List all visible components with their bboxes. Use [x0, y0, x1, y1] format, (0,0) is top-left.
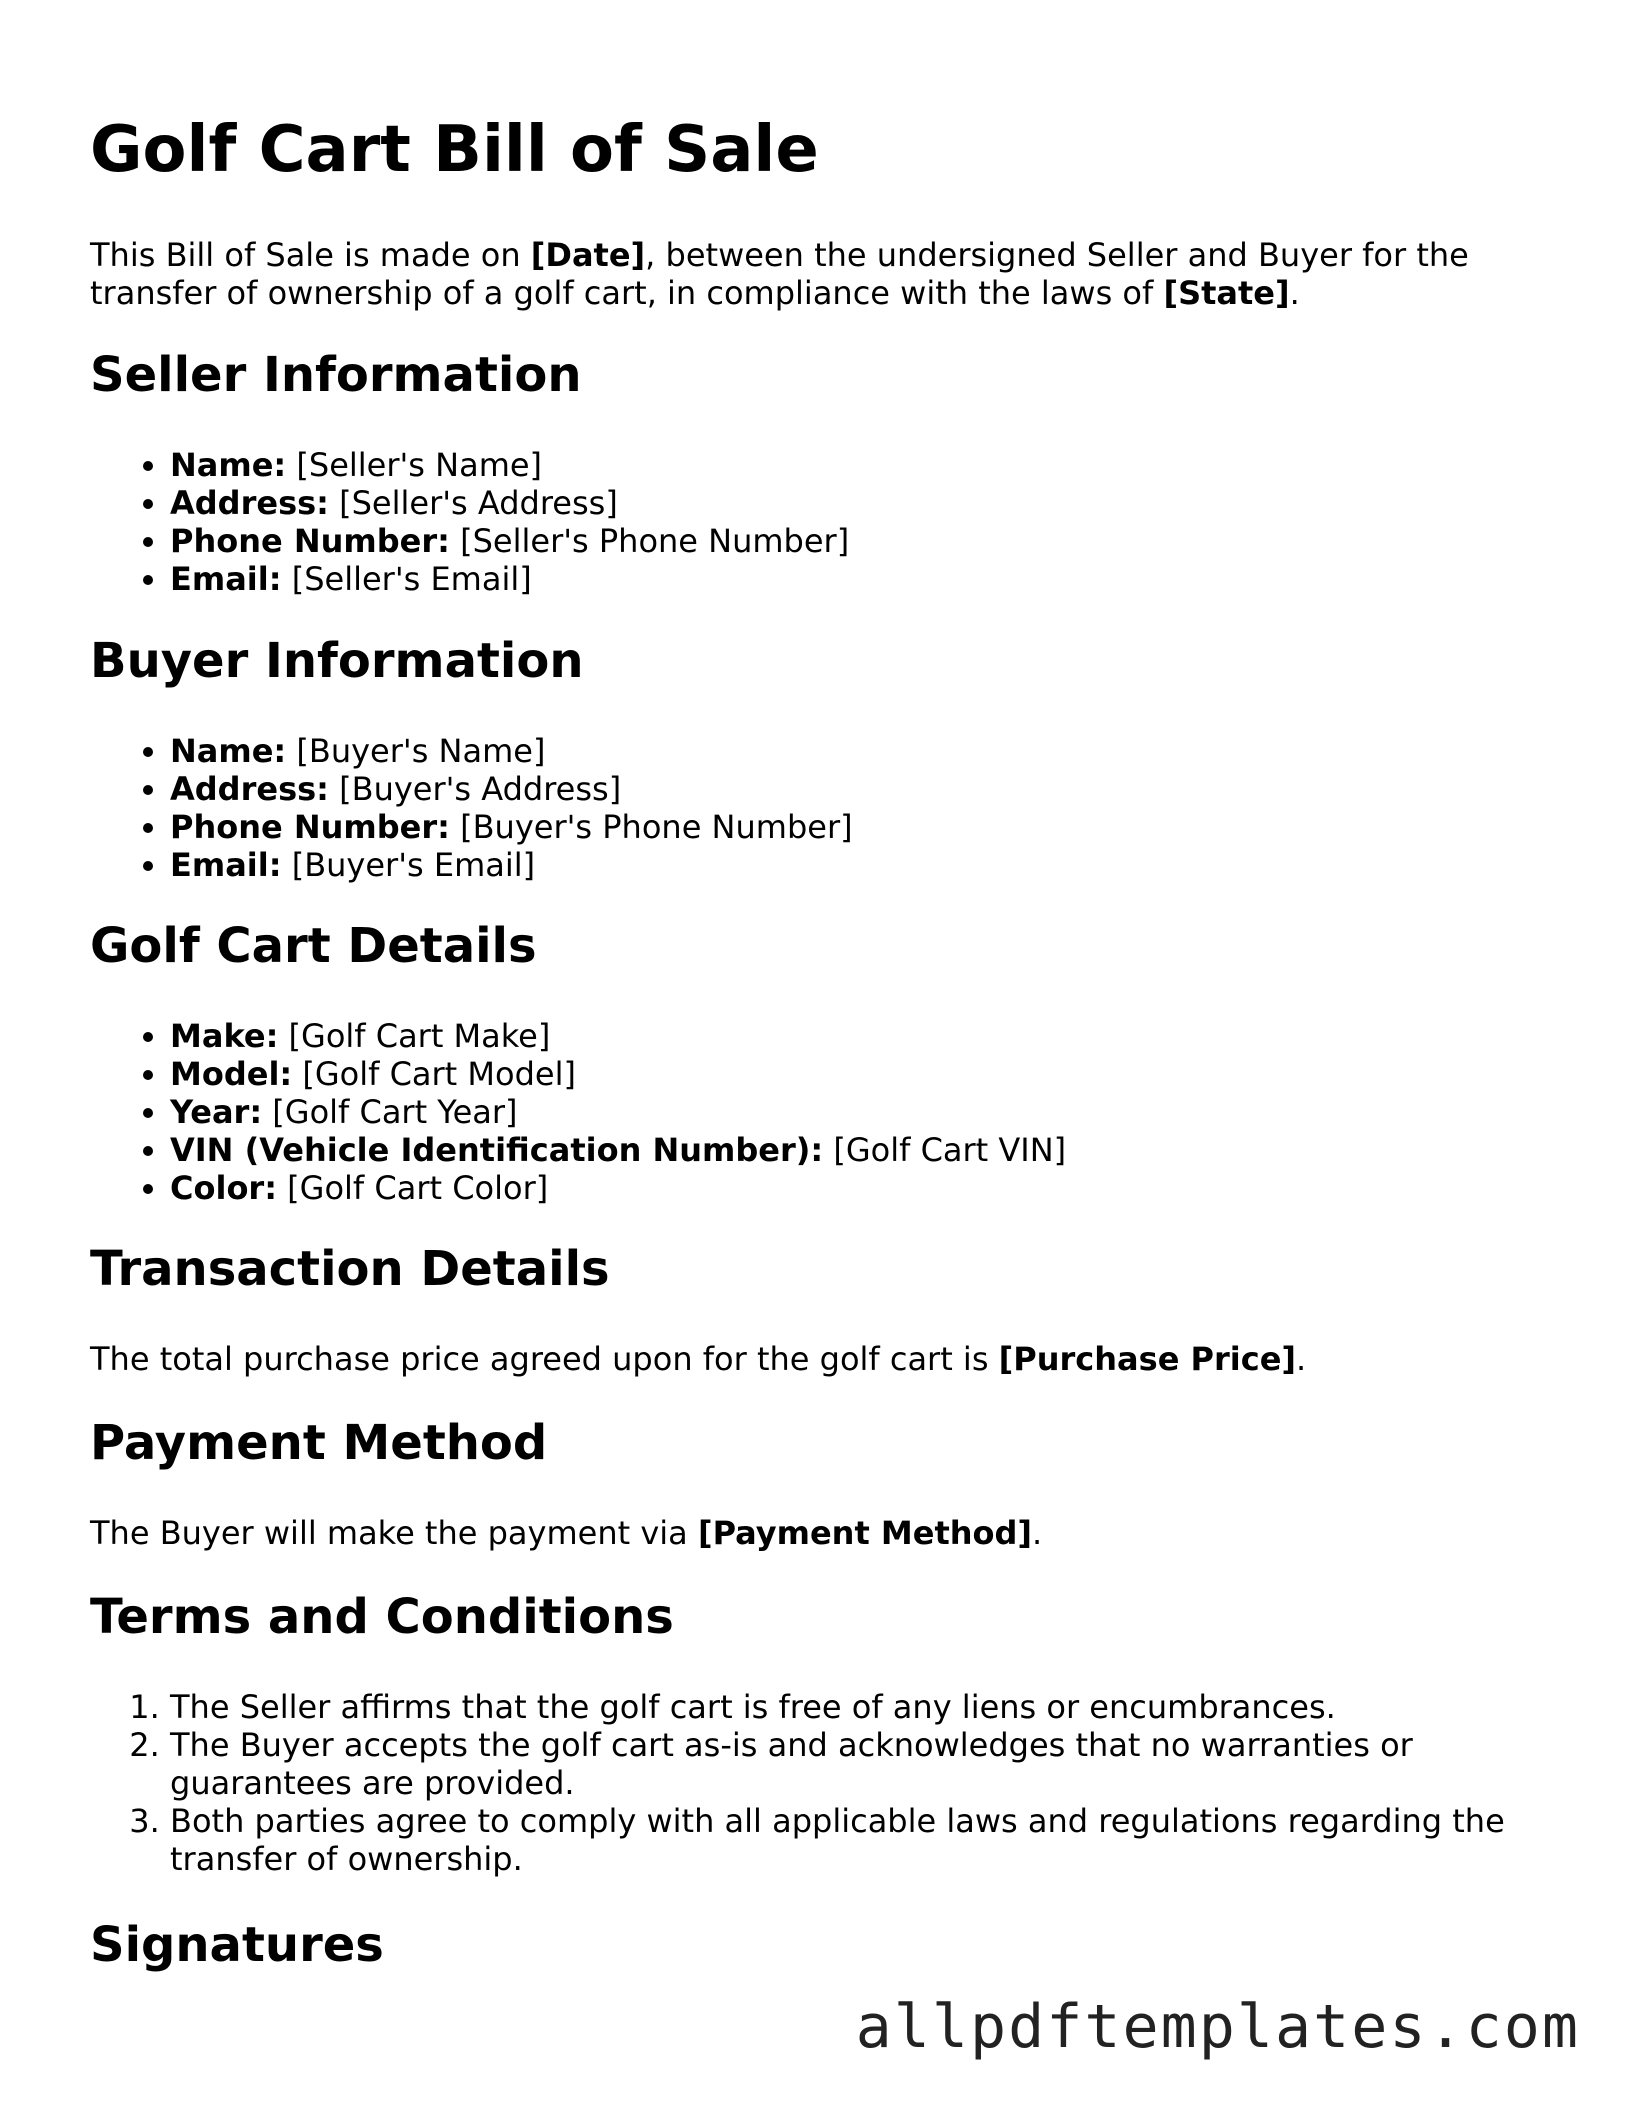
list-item: 1. The Seller affirms that the golf cart is free of any liens or encumbrances.: [170, 1688, 1590, 1726]
cart-list: [90, 1017, 1066, 1207]
list-item: • Address: [Buyer's Address]: [170, 770, 853, 808]
intro-paragraph: [90, 236, 1490, 312]
purchase-price-placeholder: [Purchase Price]: [998, 1340, 1297, 1378]
date-placeholder: [Date]: [530, 236, 646, 274]
payment-method-placeholder: [Payment Method]: [697, 1514, 1033, 1552]
transaction-paragraph: The total purchase price agreed upon for the golf cart is [Purchase Price].: [90, 1340, 1307, 1378]
buyer-list: [90, 732, 853, 884]
list-item: • Email: [Buyer's Email]: [170, 846, 853, 884]
list-item: • Model: [Golf Cart Model]: [170, 1055, 1066, 1093]
buyer-heading: Buyer Information: [90, 633, 584, 689]
state-placeholder: [State]: [1163, 274, 1290, 312]
terms-heading: Terms and Conditions: [90, 1589, 674, 1645]
list-item: • Name: [Seller's Name]: [170, 446, 849, 484]
cart-heading: Golf Cart Details: [90, 918, 537, 974]
intro-text-3: .: [1289, 274, 1300, 312]
page-title: Golf Cart Bill of Sale: [90, 113, 819, 187]
payment-paragraph: The Buyer will make the payment via [Payment Method].: [90, 1514, 1043, 1552]
list-item: • Year: [Golf Cart Year]: [170, 1093, 1066, 1131]
intro-text-2: , between the undersigned Seller and Buyer for the transfer of ownership of a golf cart, in compliance with the laws of: [90, 236, 1469, 312]
list-item: • Phone Number: [Buyer's Phone Number]: [170, 808, 853, 846]
watermark: allpdftemplates.com: [855, 1992, 1580, 2062]
list-item: • Email: [Seller's Email]: [170, 560, 849, 598]
list-item: • Address: [Seller's Address]: [170, 484, 849, 522]
list-item: • VIN (Vehicle Identification Number): [Golf Cart VIN]: [170, 1131, 1066, 1169]
signatures-heading: Signatures: [90, 1917, 384, 1973]
list-item: 3. Both parties agree to comply with all applicable laws and regulations regarding the transfer of ownership.: [170, 1802, 1590, 1878]
transaction-heading: Transaction Details: [90, 1241, 610, 1297]
list-item: • Color: [Golf Cart Color]: [170, 1169, 1066, 1207]
list-item: • Name: [Buyer's Name]: [170, 732, 853, 770]
terms-list: [90, 1688, 1590, 1878]
list-item: • Make: [Golf Cart Make]: [170, 1017, 1066, 1055]
payment-heading: Payment Method: [90, 1415, 548, 1471]
intro-text-1: This Bill of Sale is made on: [90, 236, 531, 274]
seller-heading: Seller Information: [90, 347, 582, 403]
seller-list: [90, 446, 849, 598]
list-item: • Phone Number: [Seller's Phone Number]: [170, 522, 849, 560]
list-item: 2. The Buyer accepts the golf cart as-is and acknowledges that no warranties or guarantees are provided.: [170, 1726, 1590, 1802]
